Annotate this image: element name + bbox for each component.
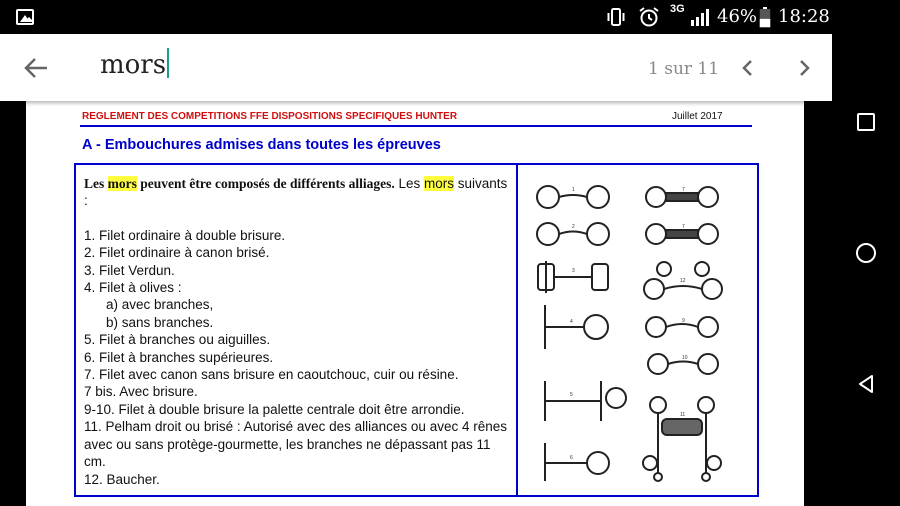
list-item: b) sans branches. (106, 314, 214, 330)
list-item: 4. Filet à olives : (84, 280, 182, 296)
battery-icon (759, 7, 771, 28)
navigation-bar (832, 0, 900, 506)
battery-percent: 46% (717, 6, 758, 27)
figure-number: 1 (572, 187, 575, 193)
figure-number: 2 (572, 224, 575, 230)
list-item: 5. Filet à branches ou aiguilles. (84, 332, 271, 348)
arrow-left-icon[interactable] (20, 52, 52, 84)
chevron-right-icon[interactable] (792, 56, 816, 80)
list-item: 12. Baucher. (84, 471, 160, 487)
rules-text (84, 175, 512, 488)
list-item: 7. Filet avec canon sans brisure en caoutchouc, cuir ou résine. (84, 367, 459, 383)
search-highlight: mors (424, 176, 454, 191)
chevron-left-icon[interactable] (736, 56, 760, 80)
document-page (26, 101, 804, 506)
header-rule (80, 125, 752, 127)
content-table (74, 163, 759, 497)
text-cursor (167, 48, 169, 78)
list-item: 6. Filet à branches supérieures. (84, 349, 274, 365)
vibrate-icon (605, 6, 627, 28)
bits-list (84, 227, 512, 488)
figure-number: 12 (680, 278, 686, 284)
list-item: 9-10. Filet à double brisure la palette centrale doit être arrondie. (84, 401, 465, 417)
match-count: 1 sur 11 (648, 59, 720, 79)
figure-number: 10 (682, 355, 688, 361)
search-input[interactable] (100, 48, 169, 80)
status-bar (0, 0, 832, 34)
gallery-icon (16, 9, 34, 25)
section-title: A - Embouchures admises dans toutes les épreuves (82, 137, 441, 153)
network-type-label: 3G (670, 3, 685, 15)
intro-paragraph: Les mors peuvent être composés de différents alliages. Les mors suivants : (84, 176, 508, 209)
search-query-text: mors (100, 50, 167, 80)
figure-number: 6 (570, 455, 573, 461)
figure-number: 7 (682, 224, 685, 230)
triangle-back-icon[interactable] (856, 374, 876, 394)
figure-number: 9 (682, 318, 685, 324)
figure-number: 7 (682, 187, 685, 193)
figure-number: 3 (572, 268, 575, 274)
doc-header-date: Juillet 2017 (672, 111, 723, 122)
square-recents-icon[interactable] (857, 113, 875, 131)
clock: 18:28 (778, 6, 830, 27)
list-item: 11. Pelham droit ou brisé : Autorisé avec des alliances ou avec 4 rênes avec ou sans protège-gourmette, les branches ne dépassant pas 11 cm. (84, 419, 507, 470)
list-item: a) avec branches, (106, 297, 214, 313)
list-item: 1. Filet ordinaire à double brisure. (84, 227, 286, 243)
signal-icon (690, 8, 712, 26)
circle-home-icon[interactable] (856, 243, 876, 263)
find-in-document-bar (0, 34, 832, 101)
doc-header-title: REGLEMENT DES COMPETITIONS FFE DISPOSITIONS SPECIFIQUES HUNTER (82, 111, 458, 122)
intro-bold: Les mors peuvent être composés de différents alliages. (84, 176, 395, 191)
figure-number: 5 (570, 392, 573, 398)
table-divider (516, 165, 518, 495)
figure-number: 11 (680, 412, 686, 418)
alarm-icon (638, 6, 660, 28)
list-item: 2. Filet ordinaire à canon brisé. (84, 245, 270, 261)
list-item: 3. Filet Verdun. (84, 262, 175, 278)
search-highlight: mors (107, 176, 137, 191)
list-item: 7 bis. Avec brisure. (84, 384, 198, 400)
document-viewer[interactable] (0, 101, 832, 506)
figure-number: 4 (570, 319, 573, 325)
bits-illustration (524, 173, 754, 491)
